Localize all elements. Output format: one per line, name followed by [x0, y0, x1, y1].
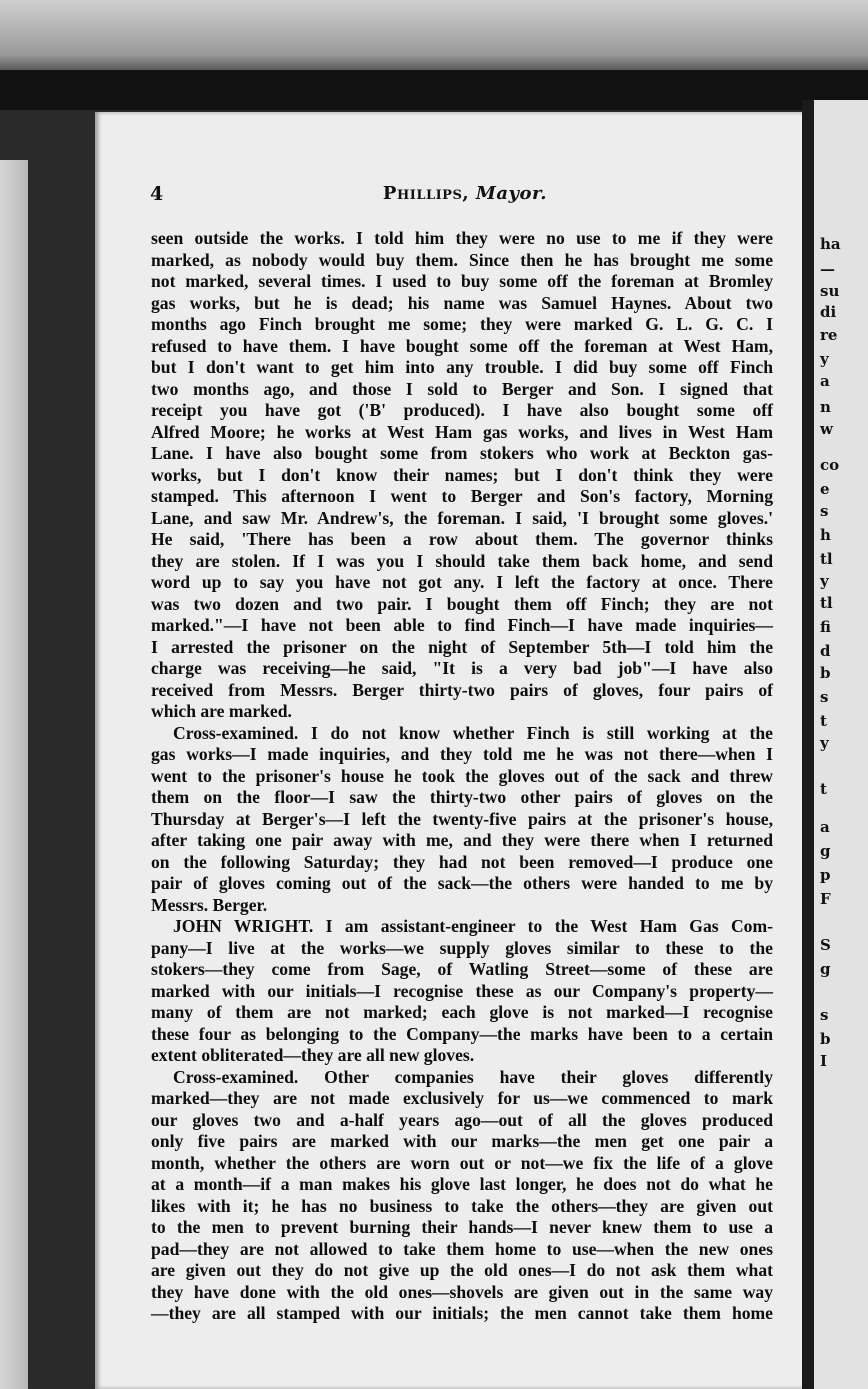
text-line: extent obliterated—they are all new gloves.	[151, 1045, 475, 1065]
facing-page-text: tl	[820, 594, 833, 612]
text-line: pad—they are not allowed to take them home to use—when the new ones	[151, 1238, 773, 1259]
facing-page-text: —	[820, 260, 835, 278]
text-line: stokers—they come from Sage, of Watling Street—some of these are	[151, 959, 773, 979]
text-line: not marked, several times. I used to buy some off the foreman at Bromley	[151, 271, 773, 291]
facing-page-text: s	[820, 502, 829, 520]
text-line: marked with our initials—I recognise these as our Company's property—	[151, 980, 773, 1001]
scanner-background	[0, 0, 868, 78]
book-spine-shadow	[0, 70, 868, 110]
facing-page-text: g	[820, 960, 831, 978]
facing-page-text: w	[820, 420, 833, 438]
text-line: was two dozen and two pair. I bought them off Finch; they are not	[151, 593, 773, 614]
facing-page-text: s	[820, 1006, 829, 1024]
facing-page-text: fi	[820, 618, 831, 636]
facing-page-text: s	[820, 688, 829, 706]
facing-page-text: I	[820, 1052, 828, 1070]
facing-page-text: h	[820, 526, 831, 544]
facing-page-text: a	[820, 818, 830, 836]
text-line: JOHN WRIGHT. I am assistant-engineer to the West Ham Gas Com-	[173, 916, 773, 936]
text-line: they have done with the old ones—shovels are given out in the same way	[151, 1281, 773, 1302]
text-line: at a month—if a man makes his glove last longer, he does not do what he	[151, 1174, 773, 1194]
text-line: likes with it; he has no business to take the others—they are given out	[151, 1195, 773, 1216]
text-line: only five pairs are marked with our marks—the men get one pair a	[151, 1131, 773, 1151]
text-line: on the following Saturday; they had not been removed—I produce one	[151, 851, 773, 872]
text-line: are given out they do not give up the old ones—I do not ask them what	[151, 1260, 773, 1280]
facing-page-text: y	[820, 350, 829, 368]
facing-page-text: b	[820, 1030, 831, 1048]
text-line: month, whether the others are worn out or not—we fix the life of a glove	[151, 1152, 773, 1173]
facing-page-text: co	[820, 456, 840, 474]
text-line: received from Messrs. Berger thirty-two pairs of gloves, four pairs of	[151, 679, 773, 700]
text-line: they are stolen. If I was you I should take them back home, and send	[151, 550, 773, 571]
text-line: —they are all stamped with our initials; the men cannot take them home	[151, 1303, 773, 1323]
text-line: stamped. This afternoon I went to Berger and Son's factory, Morning	[151, 486, 773, 506]
text-line: marked—they are not made exclusively for us—we commenced to mark	[151, 1088, 773, 1108]
facing-page-text: y	[820, 734, 829, 752]
text-line: Lane. I have also bought some from stokers who work at Beckton gas-	[151, 443, 773, 463]
text-line: marked."—I have not been able to find Finch—I have made inquiries—	[151, 615, 773, 635]
facing-page-text: S	[820, 936, 831, 954]
running-title-role: Mayor.	[475, 183, 548, 204]
text-line: pany—I live at the works—we supply gloves similar to these to the	[151, 937, 773, 958]
text-line: seen outside the works. I told him they were no use to me if they were	[151, 228, 773, 248]
facing-page-text: su	[820, 282, 840, 300]
text-line: our gloves two and a-half years ago—out of all the gloves produced	[151, 1109, 773, 1130]
facing-page-fragment	[814, 100, 868, 1389]
previous-page-edge	[0, 160, 28, 1389]
facing-page-text: g	[820, 842, 831, 860]
text-line: I arrested the prisoner on the night of September 5th—I told him the	[151, 636, 773, 657]
text-line: them on the floor—I saw the thirty-two other pairs of gloves on the	[151, 787, 773, 807]
text-line: two months ago, and those I sold to Berger and Son. I signed that	[151, 378, 773, 399]
text-line: months ago Finch brought me some; they were marked G. L. G. C. I	[151, 314, 773, 334]
text-line: Cross-examined. Other companies have their gloves differently	[173, 1066, 773, 1087]
text-line: pair of gloves coming out of the sack—the others were handed to me by	[151, 873, 773, 893]
text-line: refused to have them. I have bought some off the foreman at West Ham,	[151, 335, 773, 356]
text-line: He said, 'There has been a row about them. The governor thinks	[151, 529, 773, 549]
facing-page-text: di	[820, 303, 837, 321]
text-line: these four as belonging to the Company—the marks have been to a certain	[151, 1023, 773, 1044]
facing-page-text: tl	[820, 550, 833, 568]
text-line: Cross-examined. I do not know whether Finch is still working at the	[173, 722, 773, 743]
text-line: Thursday at Berger's—I left the twenty-five pairs at the prisoner's house,	[151, 808, 773, 829]
text-line: receipt you have got ('B' produced). I have also bought some off	[151, 400, 773, 420]
facing-page-text: F	[820, 890, 831, 908]
facing-page-text: a	[820, 372, 830, 390]
running-title-name: Phillips,	[382, 183, 470, 204]
text-line: word up to say you have not got any. I left the factory at once. There	[151, 572, 773, 592]
text-line: Lane, and saw Mr. Andrew's, the foreman. I said, 'I brought some gloves.'	[151, 507, 773, 528]
text-line: which are marked.	[151, 701, 292, 721]
text-line: after taking one pair away with me, and they were there when I returned	[151, 830, 773, 850]
running-title	[150, 183, 780, 204]
page-header	[150, 183, 780, 213]
text-line: charge was receiving—he said, "It is a very bad job"—I have also	[151, 658, 773, 678]
text-line: but I don't want to get him into any trouble. I did buy some off Finch	[151, 357, 773, 377]
page-number: 4	[150, 183, 164, 205]
facing-page-text: ha	[820, 235, 841, 253]
text-line: Messrs. Berger.	[151, 894, 268, 915]
text-line: many of them are not marked; each glove is not marked—I recognise	[151, 1002, 773, 1022]
text-line: works, but I don't know their names; but I don't think they were	[151, 464, 773, 485]
facing-page-text: t	[820, 712, 827, 730]
text-line: to the men to prevent burning their hands—I never knew them to use a	[151, 1217, 773, 1237]
gutter-shadow	[802, 100, 814, 1389]
facing-page-text: e	[820, 480, 830, 498]
body-text	[151, 228, 773, 1325]
facing-page-text: t	[820, 780, 827, 798]
facing-page-text: y	[820, 572, 829, 590]
facing-page-text: b	[820, 664, 831, 682]
facing-page-text: n	[820, 398, 831, 416]
text-line: Alfred Moore; he works at West Ham gas works, and lives in West Ham	[151, 421, 773, 442]
text-line: went to the prisoner's house he took the gloves out of the sack and threw	[151, 765, 773, 786]
text-line: gas works, but he is dead; his name was Samuel Haynes. About two	[151, 292, 773, 313]
text-line: marked, as nobody would buy them. Since then he has brought me some	[151, 249, 773, 270]
facing-page-text: re	[820, 326, 838, 344]
text-line: gas works—I made inquiries, and they told me he was not there—when I	[151, 744, 773, 764]
facing-page-text: p	[820, 866, 831, 884]
facing-page-text: d	[820, 642, 831, 660]
